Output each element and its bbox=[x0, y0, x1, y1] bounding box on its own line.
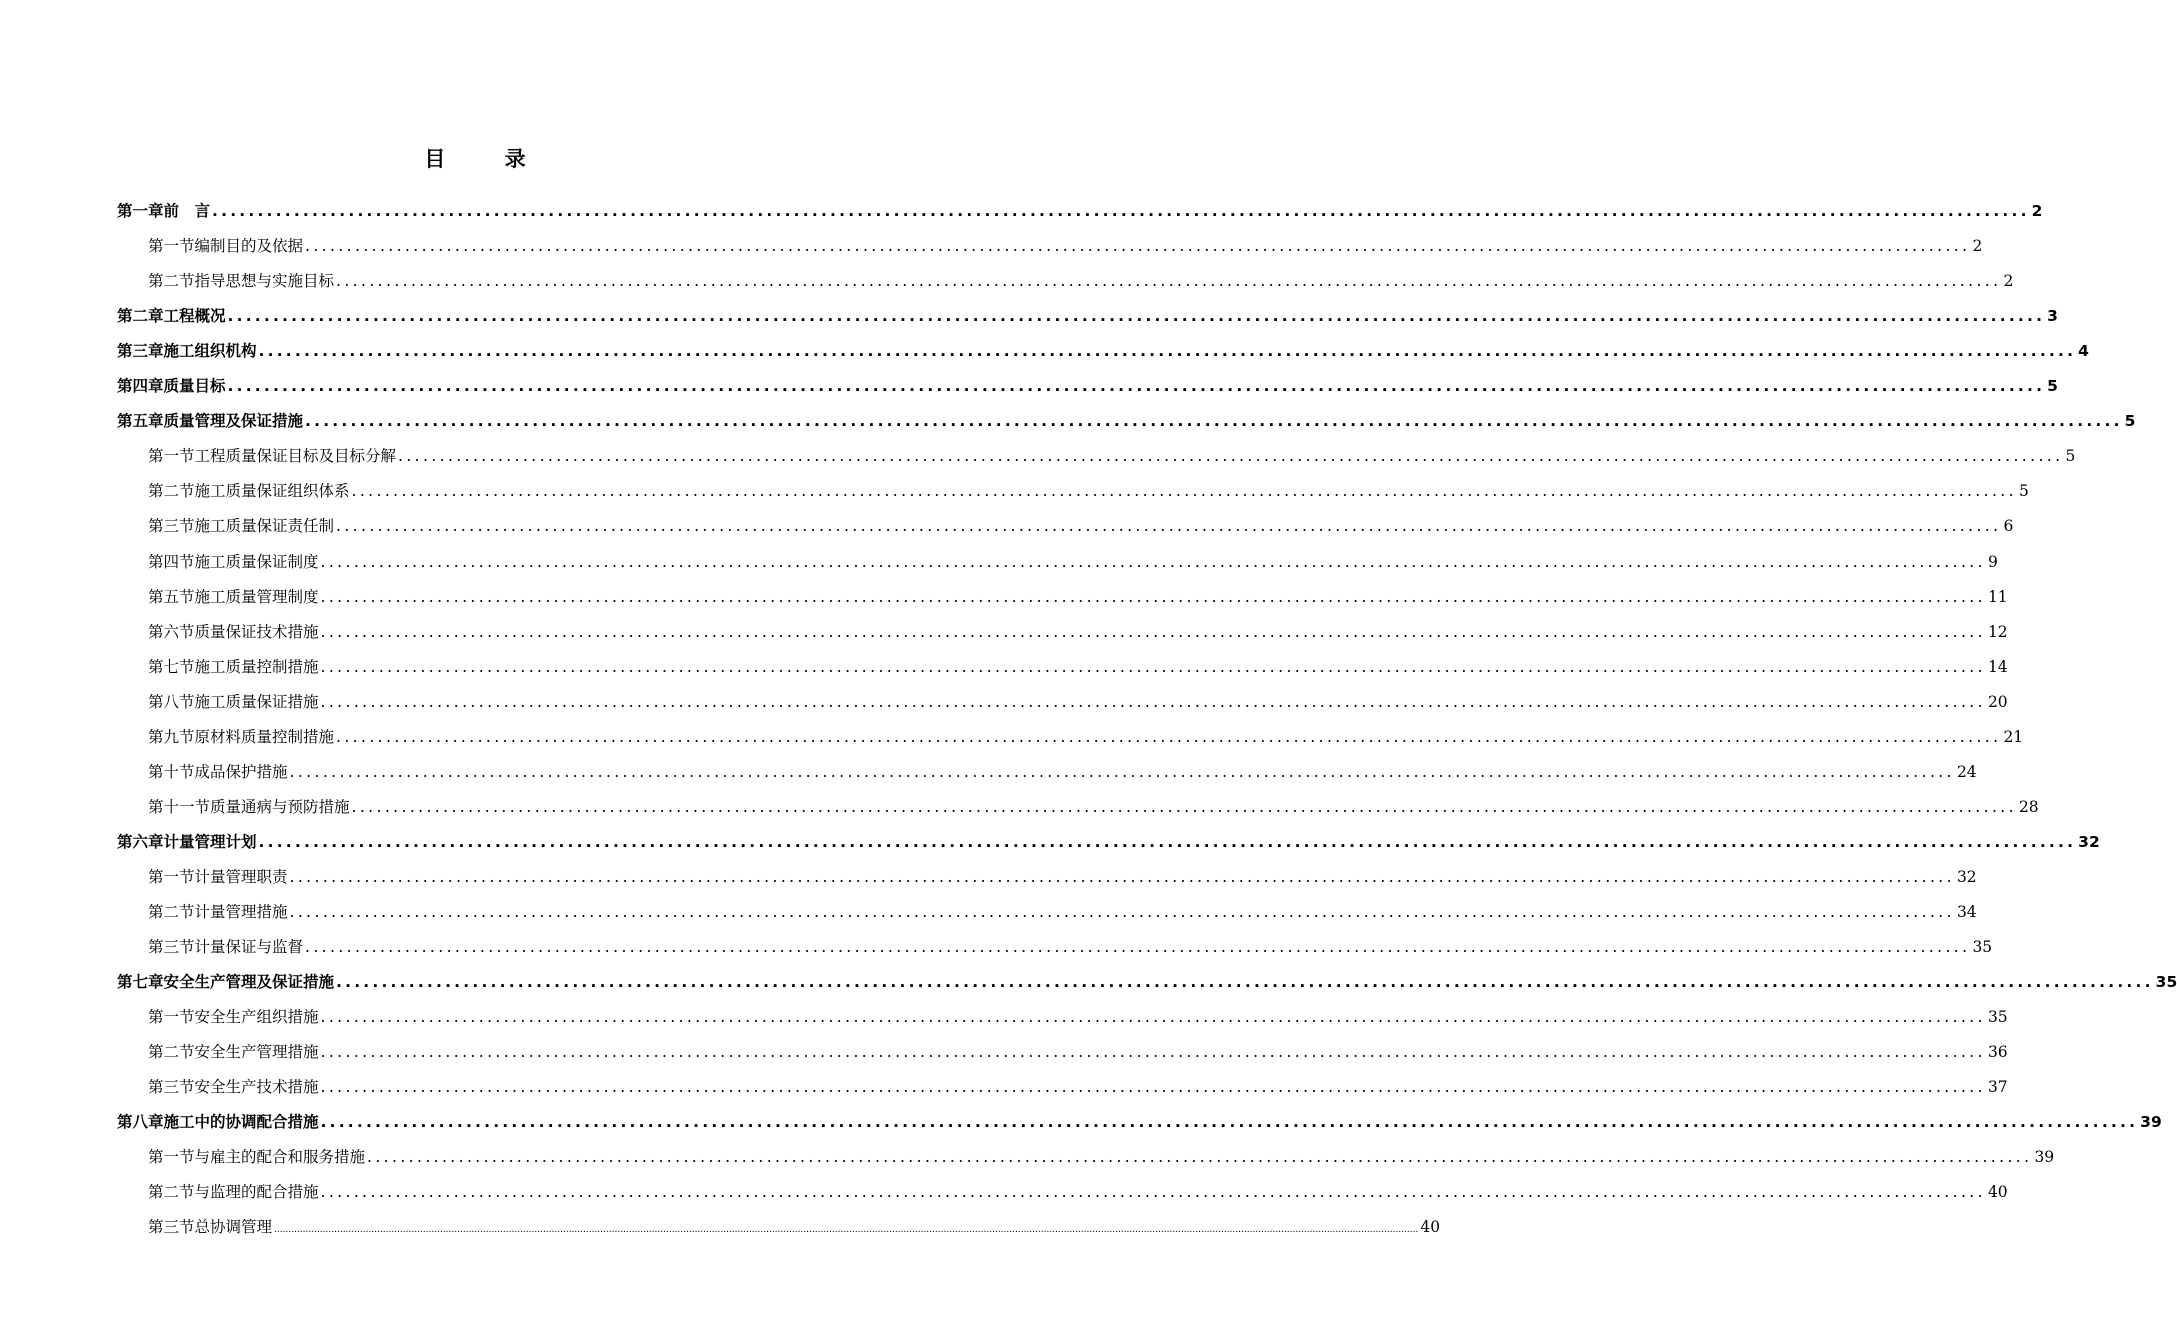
toc-entry-number: 第三节 bbox=[148, 1078, 195, 1097]
toc-page-number: 6 bbox=[2003, 517, 2014, 536]
toc-entry-title: 安全生产组织措施 bbox=[194, 1008, 319, 1027]
toc-page-number: 5 bbox=[2018, 482, 2029, 501]
toc-entry-number: 第二节 bbox=[148, 1183, 195, 1202]
toc-leader-dots: ........................................................................................................................................................................................................ bbox=[320, 552, 1986, 571]
toc-entry-number: 第五节 bbox=[148, 587, 195, 606]
toc-entry-number: 第十节 bbox=[148, 762, 195, 781]
toc-page-number: 5 bbox=[2065, 447, 2076, 466]
toc-entry-number: 第六节 bbox=[148, 622, 195, 641]
toc-entry-title: 与雇主的配合和服务措施 bbox=[194, 1148, 366, 1167]
toc-entry-number: 第二章 bbox=[117, 307, 164, 326]
toc-entry-title: 施工质量保证组织体系 bbox=[194, 482, 350, 501]
toc-leader-dots: ........................................................................................................................................................................................................ bbox=[351, 797, 2017, 816]
toc-page-number: 11 bbox=[1987, 587, 2008, 606]
toc-entry-title: 前 言 bbox=[163, 202, 211, 220]
toc-page-number: 5 bbox=[2047, 377, 2058, 396]
toc-leader-dots: ........................................................................................................................................................................................................ bbox=[305, 938, 1971, 957]
toc-leader-dots: ........................................................................................................................................................................................................ bbox=[305, 412, 2123, 431]
toc-entry-number: 第四章 bbox=[117, 377, 164, 396]
toc-entry-title: 施工质量保证措施 bbox=[194, 692, 319, 711]
toc-entry-number: 第十一节 bbox=[148, 797, 211, 816]
toc-section-entry[interactable] bbox=[148, 545, 1998, 580]
toc-entry-title: 总协调管理 bbox=[194, 1218, 273, 1237]
toc-leader-dots: ........................................................................................................................................................................................................ bbox=[289, 903, 1955, 921]
toc-entry-number: 第一节 bbox=[148, 1008, 195, 1027]
toc-entry-number: 第二节 bbox=[148, 903, 195, 921]
toc-section-entry[interactable] bbox=[148, 1210, 1441, 1245]
toc-chapter-entry[interactable] bbox=[117, 369, 2058, 404]
toc-page-number: 2 bbox=[2031, 202, 2043, 220]
toc-section-entry[interactable] bbox=[148, 860, 1977, 895]
toc-leader-dots: ........................................................................................................................................................................................................ bbox=[320, 1078, 1986, 1097]
toc-section-entry[interactable] bbox=[148, 615, 2008, 650]
toc-leader-dots: ........................................................................................................................................................................................................ bbox=[336, 517, 2002, 536]
toc-section-entry[interactable] bbox=[148, 580, 2008, 615]
toc-section-entry[interactable] bbox=[148, 1175, 2008, 1210]
toc-page-number: 21 bbox=[2003, 727, 2024, 746]
toc-leader-dots: ........................................................................................................................................................................................................ bbox=[289, 867, 1955, 886]
toc-entry-title: 指导思想与实施目标 bbox=[194, 272, 335, 291]
toc-section-entry[interactable] bbox=[148, 895, 1977, 930]
toc-page-number: 14 bbox=[1987, 657, 2008, 676]
toc-entry-number: 第六章 bbox=[117, 832, 164, 851]
toc-leader-dots: ........................................................................................................................................................................................................ bbox=[212, 202, 2030, 220]
toc-section-entry[interactable] bbox=[148, 1140, 2055, 1175]
toc-leader-dots: ........................................................................................................................................................................................................ bbox=[289, 762, 1955, 781]
toc-entry-title: 编制目的及依据 bbox=[194, 237, 304, 256]
toc-entry-title: 安全生产技术措施 bbox=[194, 1078, 319, 1097]
toc-page-number: 5 bbox=[2124, 412, 2136, 431]
toc-section-entry[interactable] bbox=[148, 264, 2014, 299]
toc-leader-dots: ........................................................................................................................................................................................................ bbox=[336, 973, 2154, 992]
toc-entry-number: 第八节 bbox=[148, 692, 195, 711]
toc-page-number: 40 bbox=[1420, 1218, 1441, 1237]
toc-entry-title: 安全生产管理及保证措施 bbox=[163, 973, 335, 992]
toc-entry-title: 安全生产管理措施 bbox=[194, 1043, 319, 1062]
toc-page-number: 35 bbox=[2155, 973, 2177, 992]
toc-section-entry[interactable] bbox=[148, 930, 1993, 965]
toc-leader-dots: ........................................................................................................................................................................................................ bbox=[320, 1008, 1986, 1027]
toc-page-number: 35 bbox=[1987, 1008, 2008, 1027]
toc-entry-title: 成品保护措施 bbox=[194, 762, 288, 781]
toc-leader-dots: ........................................................................................................................................................................................................ bbox=[351, 482, 2017, 501]
toc-entry-title: 质量管理及保证措施 bbox=[163, 412, 304, 431]
toc-entry-title: 计量管理措施 bbox=[194, 903, 288, 921]
toc-entry-title: 工程概况 bbox=[163, 307, 226, 326]
toc-chapter-entry[interactable] bbox=[117, 825, 2100, 860]
toc-entry-number: 第一节 bbox=[148, 1148, 195, 1167]
toc-page-number: 9 bbox=[1987, 552, 1998, 571]
toc-page-number: 39 bbox=[2140, 1113, 2162, 1132]
toc-entry-number: 第三章 bbox=[117, 342, 164, 361]
toc-page-number: 3 bbox=[2047, 307, 2058, 326]
toc-leader-dots: ........................................................................................................................................................................................................ bbox=[367, 1148, 2033, 1167]
toc-section-entry[interactable] bbox=[148, 439, 2076, 474]
toc-leader-dots: ........................................................................................................................................................................................................ bbox=[258, 342, 2077, 361]
toc-entry-title: 质量通病与预防措施 bbox=[210, 797, 350, 816]
toc-entry-title: 与监理的配合措施 bbox=[194, 1183, 319, 1202]
toc-entry-title: 质量保证技术措施 bbox=[194, 622, 319, 641]
toc-entry-title: 原材料质量控制措施 bbox=[194, 727, 335, 746]
toc-entry-title: 工程质量保证目标及目标分解 bbox=[194, 447, 397, 466]
toc-leader-dots: ........................................................................................................................................................................................................ bbox=[320, 1113, 2139, 1132]
toc-page-number: 4 bbox=[2078, 342, 2089, 361]
toc-section-entry[interactable] bbox=[148, 720, 2024, 755]
toc-section-entry[interactable] bbox=[148, 509, 2014, 544]
toc-section-entry[interactable] bbox=[148, 474, 2029, 509]
toc-leader-dots: ........................................................................................................................................................................................................ bbox=[320, 692, 1986, 711]
toc-entry-number: 第八章 bbox=[117, 1113, 164, 1132]
toc-leader-dots: ........................................................................................................................................................................................................ bbox=[258, 832, 2077, 851]
toc-entry-number: 第五章 bbox=[117, 412, 164, 431]
toc-leader-dots: ........................................................................................................................................................................................................ bbox=[320, 657, 1986, 676]
toc-entry-title: 质量目标 bbox=[163, 377, 226, 396]
toc-page-number: 2 bbox=[2003, 272, 2014, 291]
toc-leader-dots: ........................................................................................................................................................................................................ bbox=[320, 587, 1986, 606]
toc-leader-dots: ........................................................................................................................................................................................................ bbox=[227, 307, 2046, 326]
toc-entry-title: 施工质量控制措施 bbox=[194, 657, 319, 676]
toc-leader-dots: ........................................................................................................................................................................................................ bbox=[320, 622, 1986, 641]
toc-page-number: 12 bbox=[1987, 622, 2008, 641]
toc-page-number: 2 bbox=[1972, 237, 1983, 256]
toc-chapter-entry[interactable] bbox=[117, 404, 2136, 439]
toc-entry-number: 第七节 bbox=[148, 657, 195, 676]
toc-entry-title: 计量管理职责 bbox=[194, 867, 288, 886]
toc-page-number: 20 bbox=[1987, 692, 2008, 711]
toc-chapter-entry[interactable] bbox=[117, 965, 2177, 1000]
toc-title: 目 录 bbox=[424, 147, 552, 171]
toc-entry-number: 第七章 bbox=[117, 973, 164, 992]
toc-entry-title: 施工质量管理制度 bbox=[194, 587, 319, 606]
toc-chapter-entry[interactable] bbox=[117, 194, 2043, 229]
toc-page-number: 36 bbox=[1987, 1043, 2008, 1062]
toc-leader-dots: ........................................................................................................................................................................................................ bbox=[336, 727, 2002, 746]
toc-entry-number: 第一节 bbox=[148, 237, 195, 256]
toc-entry-number: 第九节 bbox=[148, 727, 195, 746]
toc-entry-number: 第三节 bbox=[148, 517, 195, 536]
toc-page-number: 39 bbox=[2034, 1148, 2055, 1167]
toc-leader-dots: ........................................................................................................................................................................................................ bbox=[305, 237, 1971, 256]
toc-entry-title: 施工质量保证制度 bbox=[194, 552, 319, 571]
toc-entry-number: 第四节 bbox=[148, 552, 195, 571]
toc-leader-dots: ........................................................................................................................................................................................................ bbox=[227, 377, 2046, 396]
toc-page-number: 32 bbox=[1956, 867, 1977, 886]
toc-chapter-entry[interactable] bbox=[117, 334, 2089, 369]
toc-entry-number: 第三节 bbox=[148, 1218, 195, 1237]
toc-section-entry[interactable] bbox=[148, 1070, 2008, 1105]
toc-section-entry[interactable] bbox=[148, 755, 1977, 790]
toc-entry-number: 第一节 bbox=[148, 447, 195, 466]
toc-section-entry[interactable] bbox=[148, 229, 1983, 264]
toc-page-number: 40 bbox=[1987, 1183, 2008, 1202]
toc-page-number: 34 bbox=[1956, 903, 1977, 921]
toc-page-number: 35 bbox=[1972, 938, 1993, 957]
toc-section-entry[interactable] bbox=[148, 650, 2008, 685]
toc-entry-title: 施工中的协调配合措施 bbox=[163, 1113, 319, 1132]
toc-page-number: 32 bbox=[2078, 832, 2100, 851]
toc-section-entry[interactable] bbox=[148, 1035, 2008, 1070]
toc-entry-number: 第二节 bbox=[148, 272, 195, 291]
toc-chapter-entry[interactable] bbox=[117, 299, 2058, 334]
toc-section-entry[interactable] bbox=[148, 790, 2039, 825]
toc-entry-number: 第二节 bbox=[148, 482, 195, 501]
toc-entry-title: 计量管理计划 bbox=[163, 832, 257, 851]
toc-chapter-entry[interactable] bbox=[117, 1105, 2162, 1140]
toc-entry-number: 第二节 bbox=[148, 1043, 195, 1062]
toc-entry-number: 第一节 bbox=[148, 867, 195, 886]
toc-entry-title: 施工质量保证责任制 bbox=[194, 517, 335, 536]
toc-entry-number: 第一章 bbox=[117, 202, 164, 220]
toc-section-entry[interactable] bbox=[148, 1000, 2008, 1035]
toc-leader-dots: ........................................................................................................................................................................................................ bbox=[320, 1043, 1986, 1062]
toc-entry-title: 施工组织机构 bbox=[163, 342, 257, 361]
toc-page-number: 24 bbox=[1956, 762, 1977, 781]
toc-page-number: 37 bbox=[1987, 1078, 2008, 1097]
toc-entry-title: 计量保证与监督 bbox=[194, 938, 304, 957]
toc-leader-dots: ................................................................................................................................................................................................................................................................................................................................................................................................................ bbox=[274, 1225, 1419, 1236]
toc-leader-dots: ........................................................................................................................................................................................................ bbox=[398, 447, 2064, 466]
toc-page-number: 28 bbox=[2018, 797, 2039, 816]
toc-section-entry[interactable] bbox=[148, 685, 2008, 720]
toc-entry-number: 第三节 bbox=[148, 938, 195, 957]
toc-leader-dots: ........................................................................................................................................................................................................ bbox=[336, 272, 2002, 291]
toc-leader-dots: ........................................................................................................................................................................................................ bbox=[320, 1183, 1986, 1202]
